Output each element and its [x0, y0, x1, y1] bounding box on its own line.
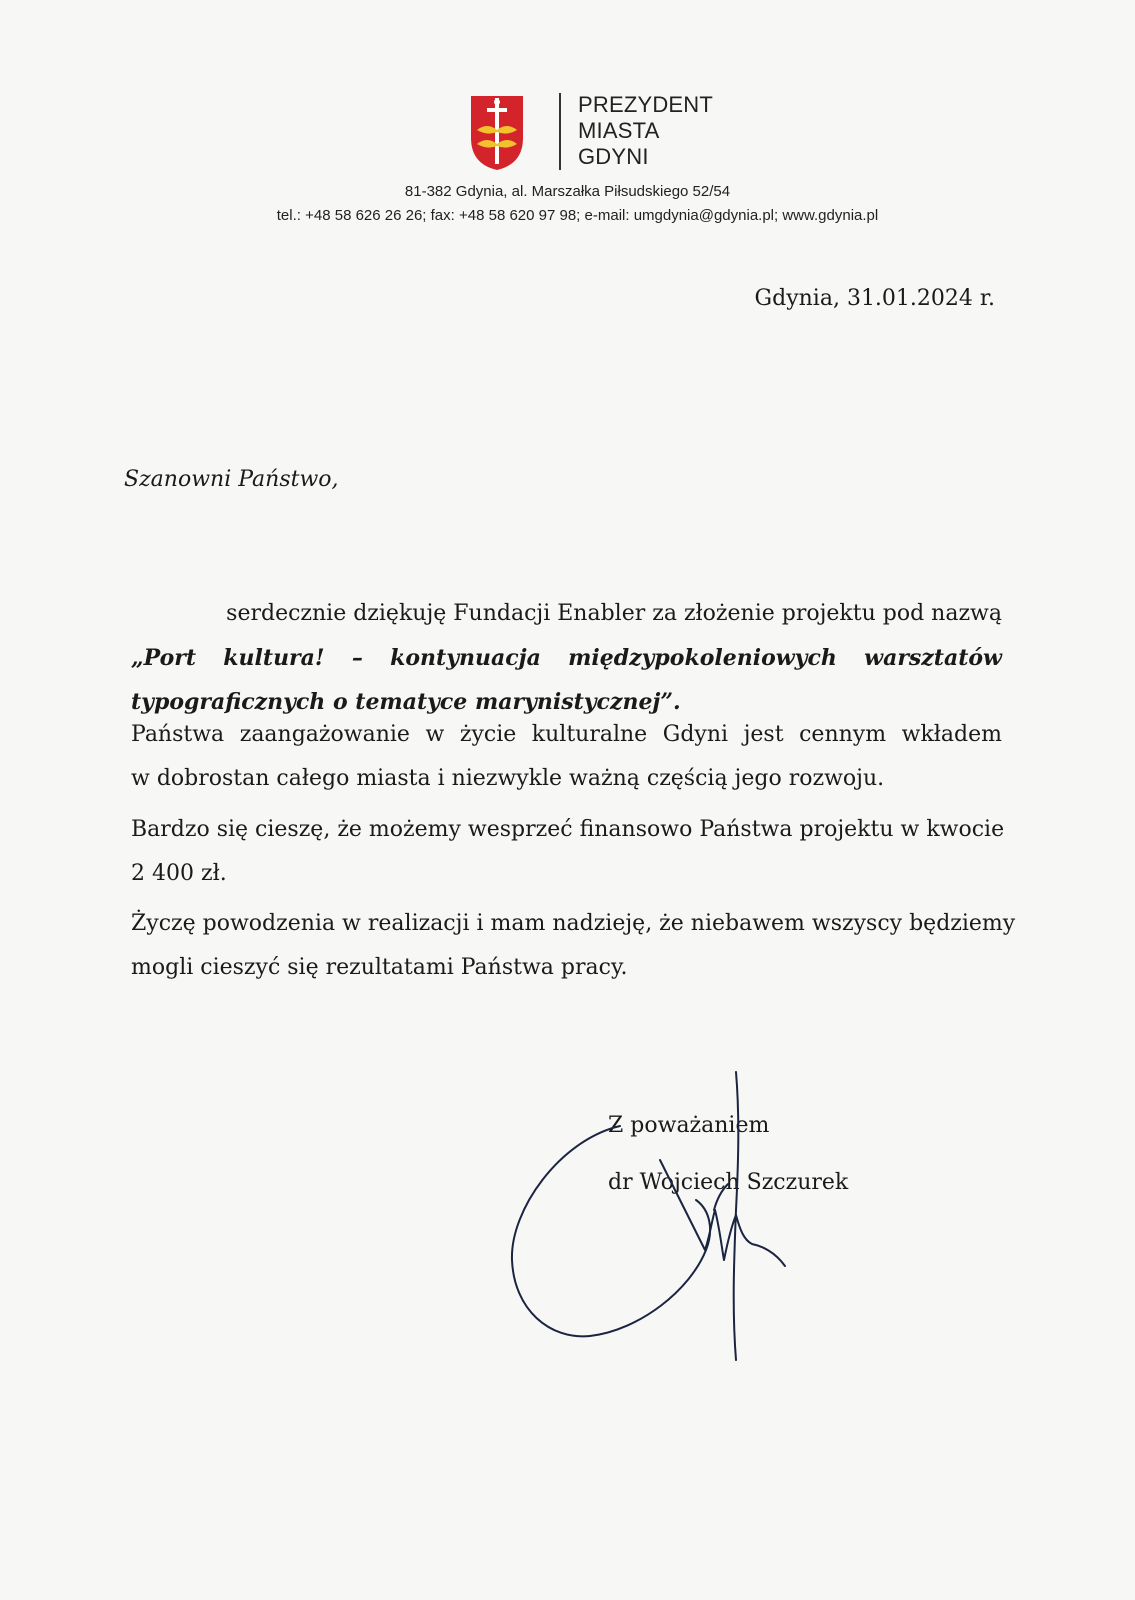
letter-date: Gdynia, 31.01.2024 r.: [754, 286, 995, 311]
funding-amount: 2 400 zł.: [131, 861, 227, 886]
paragraph-line: serdecznie dziękuję Fundacji Enabler za złożenie projektu pod nazwą: [226, 601, 1002, 626]
handwritten-signature-icon: [500, 1060, 820, 1380]
gdynia-coat-of-arms-icon: [469, 94, 525, 172]
paragraph-engagement: [131, 713, 1002, 801]
closing-phrase: Z poważaniem: [608, 1113, 770, 1138]
project-title-line: „Port kultura! – kontynuacja międzypokoleniowych warsztatów: [131, 645, 1002, 671]
project-title-line: typograficznych o tematyce marynistycznej”.: [131, 689, 681, 715]
paragraph-line: w dobrostan całego miasta i niezwykle ważną częścią jego rozwoju.: [131, 766, 885, 791]
contact-line: tel.: +48 58 626 26 26; fax: +48 58 620 97 98; e-mail: umgdynia@gdynia.pl; www.gdynia.pl: [276, 207, 879, 224]
paragraph-line: Bardzo się cieszę, że możemy wesprzeć finansowo Państwa projektu w kwocie: [131, 817, 1005, 842]
letterhead-divider: [559, 93, 561, 170]
paragraph-line: mogli cieszyć się rezultatami Państwa pracy.: [131, 955, 628, 980]
paragraph-wishes: [131, 902, 1016, 990]
signer-name: dr Wojciech Szczurek: [608, 1170, 849, 1195]
office-name: [578, 92, 713, 170]
salutation: Szanowni Państwo,: [124, 467, 339, 492]
paragraph-line: Życzę powodzenia w realizacji i mam nadzieję, że niebawem wszyscy będziemy: [131, 911, 1016, 936]
paragraph-thanks: [131, 592, 1002, 724]
office-line: PREZYDENT: [578, 92, 714, 117]
paragraph-line: Państwa zaangażowanie w życie kulturalne Gdyni jest cennym wkładem: [131, 722, 1002, 747]
office-line: MIASTA: [578, 118, 660, 143]
paragraph-funding: [131, 808, 1005, 896]
office-line: GDYNI: [578, 144, 649, 169]
address-line: 81-382 Gdynia, al. Marszałka Piłsudskiego 52/54: [404, 183, 731, 200]
